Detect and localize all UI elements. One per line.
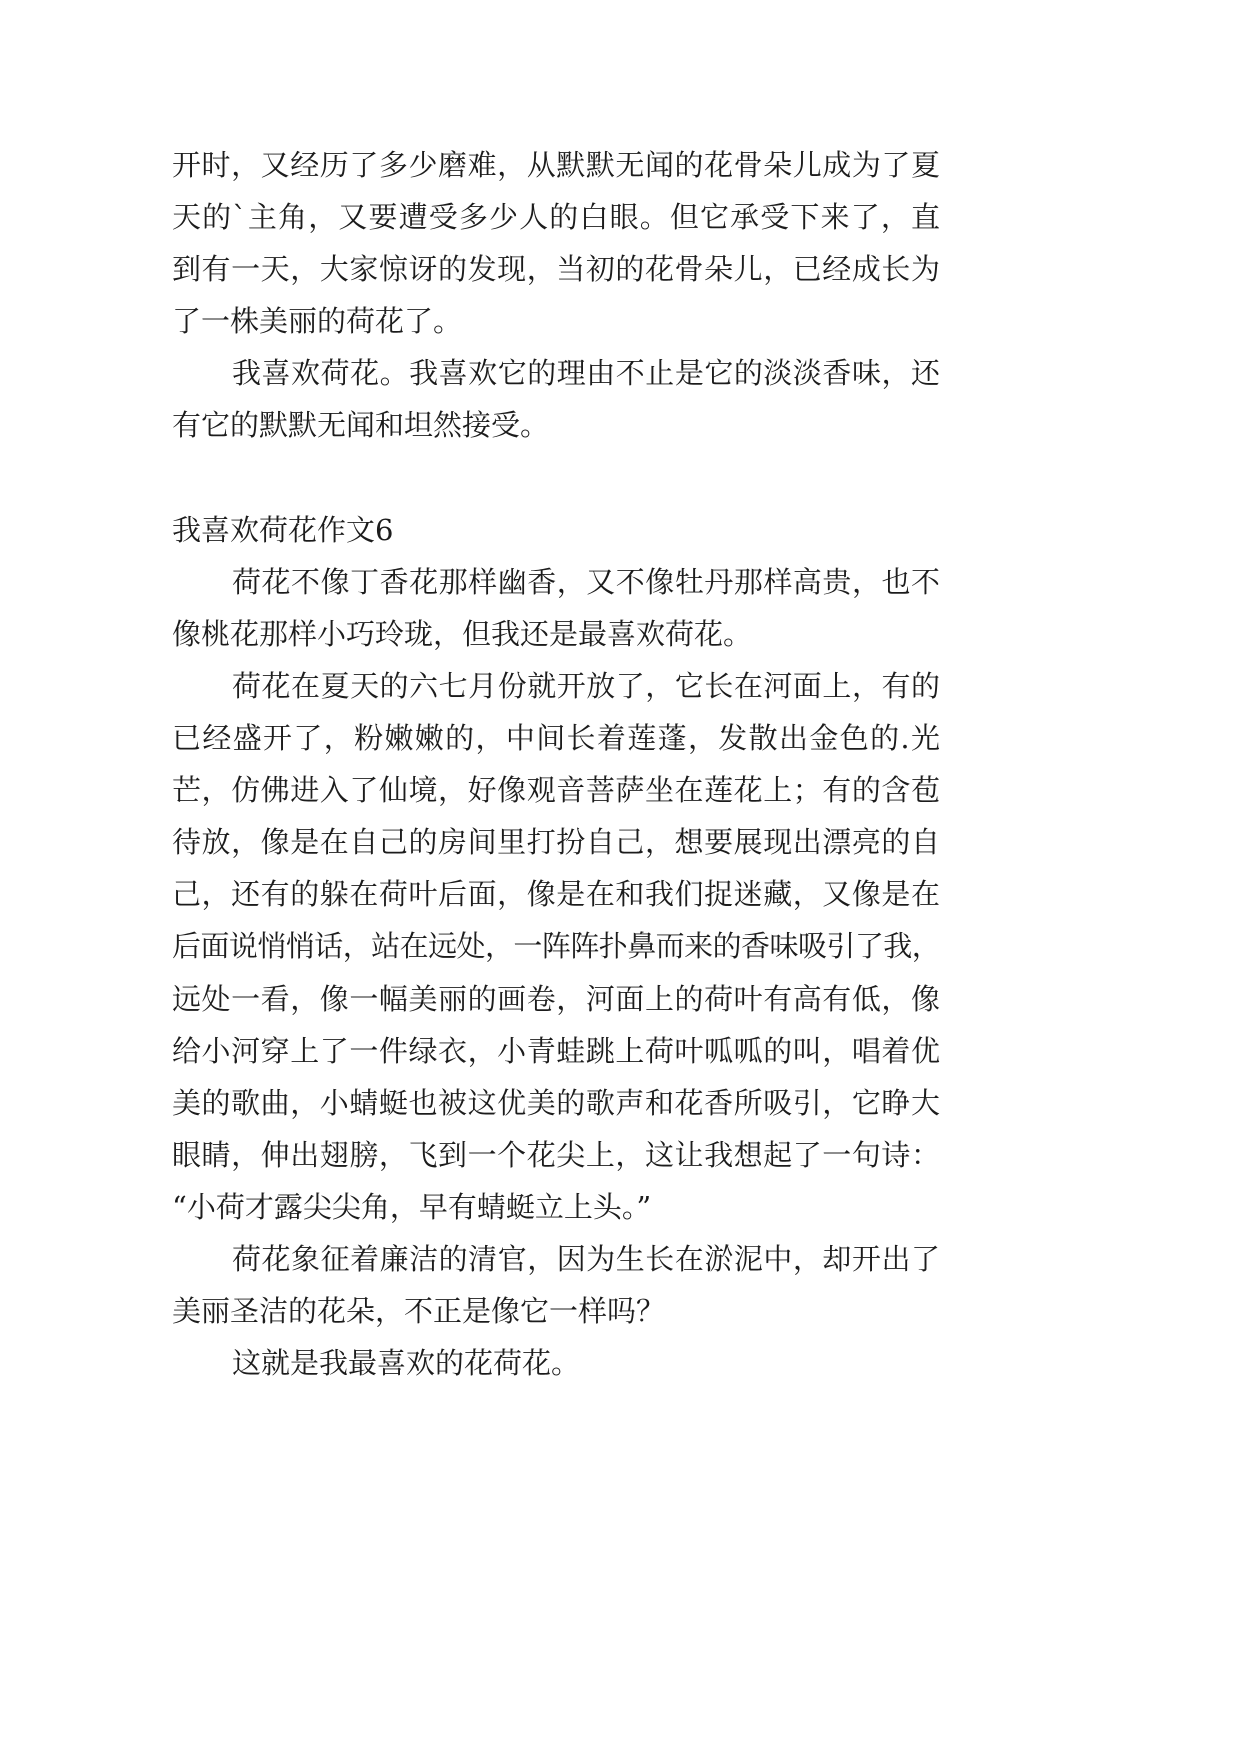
text-line: 芒，仿佛进入了仙境，好像观音菩萨坐在莲花上；有的含苞 [172, 773, 940, 808]
text-line: 天的`主角，又要遭受多少人的白眼。但它承受下来了，直 [172, 200, 940, 235]
text-line: 有它的默默无闻和坦然接受。 [172, 408, 550, 443]
text-line: 已经盛开了，粉嫩嫩的，中间长着莲蓬，发散出金色的.光 [172, 721, 940, 756]
text-line: 荷花在夏天的六七月份就开放了，它长在河面上，有的 [232, 668, 940, 703]
text-line: 像桃花那样小巧玲珑，但我还是最喜欢荷花。 [172, 616, 753, 651]
paragraph [172, 139, 940, 347]
paragraph [172, 1233, 940, 1337]
text-line: 后面说悄悄话，站在远处，一阵阵扑鼻而来的香味吸引了我， [172, 929, 940, 964]
text-line: 给小河穿上了一件绿衣，小青蛙跳上荷叶呱呱的叫，唱着优 [172, 1033, 940, 1068]
text-line: 这就是我最喜欢的花荷花。 [232, 1346, 581, 1381]
section-spacer [172, 452, 940, 504]
text-line: 待放，像是在自己的房间里打扮自己，想要展现出漂亮的自 [172, 825, 940, 860]
paragraph [172, 556, 940, 660]
text-line: 美丽圣洁的花朵，不正是像它一样吗？ [172, 1294, 666, 1329]
text-line: 远处一看，像一幅美丽的画卷，河面上的荷叶有高有低，像 [172, 981, 940, 1016]
text-line: 到有一天，大家惊讶的发现，当初的花骨朵儿，已经成长为 [172, 252, 940, 287]
text-column [172, 139, 940, 1389]
text-line: 开时，又经历了多少磨难，从默默无闻的花骨朵儿成为了夏 [172, 148, 940, 182]
paragraph [172, 660, 940, 1233]
text-line: 了一株美丽的荷花了。 [172, 304, 463, 339]
text-line: 我喜欢荷花。我喜欢它的理由不止是它的淡淡香味，还 [232, 356, 940, 391]
text-line: 荷花不像丁香花那样幽香，又不像牡丹那样高贵，也不 [232, 564, 940, 599]
essay-section [172, 504, 940, 1390]
text-line: 己，还有的躲在荷叶后面，像是在和我们捉迷藏，又像是在 [172, 877, 940, 912]
paragraph [172, 347, 940, 451]
text-line: 荷花象征着廉洁的清官，因为生长在淤泥中，却开出了 [232, 1241, 940, 1276]
paragraph [172, 1337, 940, 1389]
text-line: 眼睛，伸出翅膀，飞到一个花尖上，这让我想起了一句诗： [172, 1137, 940, 1172]
essay-continuation [172, 139, 940, 452]
text-line: “小荷才露尖尖角，早有蜻蜓立上头。” [172, 1189, 652, 1224]
text-line: 美的歌曲，小蜻蜓也被这优美的歌声和花香所吸引，它睁大 [172, 1085, 940, 1120]
essay-heading: 我喜欢荷花作文6 [172, 512, 394, 547]
